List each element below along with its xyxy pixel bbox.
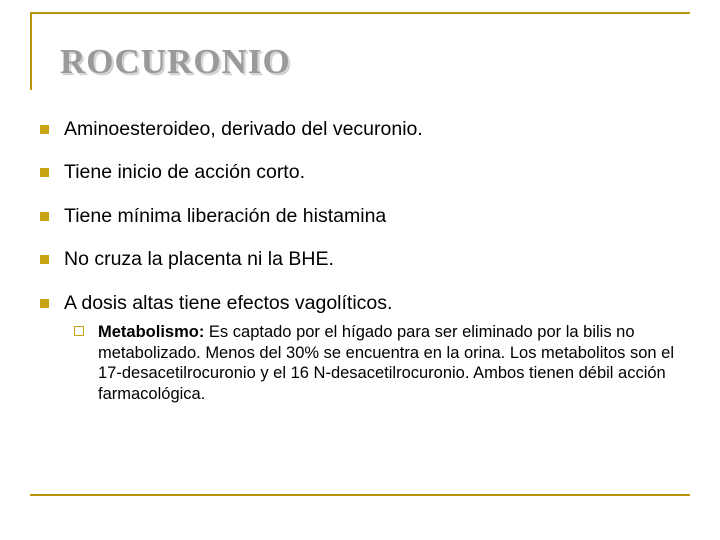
square-bullet-icon	[40, 212, 49, 221]
bullet-list	[36, 118, 686, 314]
top-divider-line	[30, 12, 690, 14]
list-item	[36, 248, 686, 270]
list-item-text: Tiene mínima liberación de histamina	[64, 204, 387, 227]
square-bullet-icon	[40, 125, 49, 134]
list-item-text: A dosis altas tiene efectos vagolíticos.	[64, 291, 393, 314]
sub-bullet-list	[68, 322, 686, 405]
sub-bullet-block	[68, 322, 686, 405]
list-item-text: No cruza la placenta ni la BHE.	[64, 248, 334, 271]
sub-item-text: Es captado por el hígado para ser eliminado por la bilis no metabolizado. Menos del 30% se encuentra en la orina. Los metabolitos son el 17-desacetilrocuronio y el 16 N-desacetilrocuronio. Ambos tienen débil acción farmacológica.	[98, 323, 675, 403]
sub-item-lead: Metabolismo:	[98, 323, 205, 342]
left-divider-line	[30, 12, 32, 90]
square-bullet-icon	[40, 255, 49, 264]
list-item	[36, 205, 686, 227]
square-bullet-icon	[40, 168, 49, 177]
list-item	[68, 322, 686, 405]
list-item-text: Aminoesteroideo, derivado del vecuronio.	[64, 118, 423, 140]
square-bullet-icon	[40, 299, 49, 308]
list-item-text: Tiene inicio de acción corto.	[64, 161, 305, 184]
page-title: ROCURONIO	[60, 42, 291, 81]
slide-body	[36, 118, 686, 405]
list-item	[36, 118, 686, 140]
hollow-square-bullet-icon	[74, 326, 84, 336]
bottom-divider-line	[30, 494, 690, 496]
list-item	[36, 292, 686, 314]
list-item	[36, 161, 686, 183]
